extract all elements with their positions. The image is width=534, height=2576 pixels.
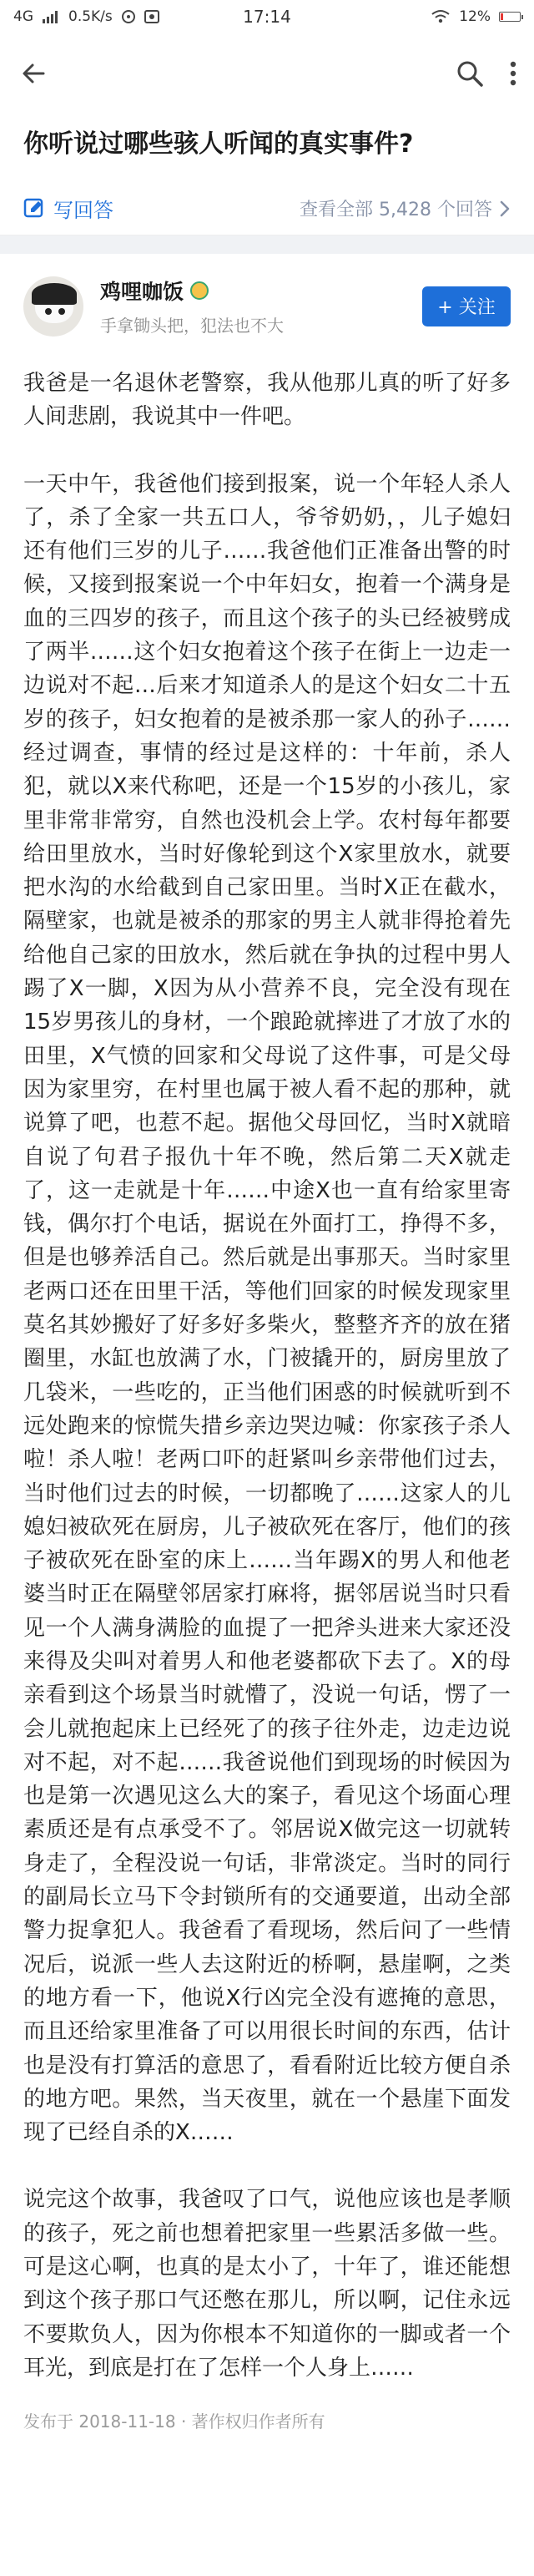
answer-paragraph: 说完这个故事，我爸叹了口气，说他应该也是孝顺的孩子，死之前也想着把家里一些累活多做一些。可是这心啊，也真的是太小了，十年了，谁还能想到这个孩子那口气还憋在那儿，所以啊，记住永远不要欺负人，因为你根本不知道你的一脚或者一个耳光，到底是打在了怎样一个人身上…… (23, 2187, 511, 2381)
author-bio: 手拿锄头把，犯法也不大 (100, 316, 284, 336)
answer-paragraph: 一天中午，我爸他们接到报案，说一个年轻人杀人了，杀了全家一共五口人，爷爷奶奶，，儿子媳妇还有他们三岁的儿子……我爸他们正准备出警的时候，又接到报案说一个中年妇女，抱着一个满身是血的三四岁的孩子，而且这个孩子的头已经被劈成了两半……这个妇女抱着这个孩子在街上一边走一边说对不起…后来才知道杀人的是这个妇女二十五岁的孩子，妇女抱着的是被杀那一家人的孙子……经过调查，事情的经过是这样的：十年前，杀人犯，就以X来代称吧，还是一个15岁的小孩儿，家里非常非常穷，自然也没机会上学。农村每年都要给田里放水，当时好像轮到这个X家里放水，就要把水沟的水给截到自己家田里。当时X正在截水，隔壁家，也就是被杀的那家的男主人就非得抢着先给他自己家的田放水，然后就在争执的过程中男人踢了X一脚，X因为从小营养不良，完全没有现在15岁男孩儿的身材，一个踉跄就摔进了才放了水的田里，X气愤的回家和父母说了这件事，可是父母因为家里穷，在村里也属于被人看不起的那种，就说算了吧，也惹不起。据他父母回忆，当时X就暗自说了句君子报仇十年不晚，然后第二天X就走了，这一走就是十年……中途X也一直有给家里寄钱，偶尔打个电话，据说在外面打工，挣得不多，但是也够养活自己。然后就是出事那天。当时家里老两口还在田里干活，等他们回家的时候发现家里莫名其妙搬好了好多好多柴火，整整齐齐的放在猪圈里，水缸也放满了水，门被撬开的，厨房里放了几袋米，一些吃的，正当他们困惑的时候就听到不远处跑来的惊慌失措乡亲边哭边喊：你家孩子杀人啦！杀人啦！老两口吓的赶紧叫乡亲带他们过去，当时他们过去的时候，一切都晚了……这家人的儿媳妇被砍死在厨房，儿子被砍死在客厅，他们的孩子被砍死在卧室的床上……当年踢X的男人和他老婆当时正在隔壁邻居家打麻将，据邻居说当时只看见一个人满身满脸的血提了一把斧头进来大家还没来得及尖叫对着男人和他老婆都砍下去了。X的母亲看到这个场景当时就懵了，没说一句话，愣了一会儿就抱起床上已经死了的孩子往外走，边走边说对不起，对不起……我爸说他们到现场的时候因为也是第一次遇见这么大的案子，看见这个场面心理素质还是有点承受不了。邻居说X做完这一切就转身走了，全程没说一句话，非常淡定。当时的同行的副局长立马下令封锁所有的交通要道，出动全部警力捉拿犯人。我爸看了看现场，然后问了一些情况后，说派一些人去这附近的桥啊，悬崖啊，之类的地方看一下，他说X行凶完全没有遮掩的意思，而且还给家里准备了可以用很长时间的东西，估计也是没有打算活的意思了，看看附近比较方便自杀的地方吧。果然，当天夜里，就在一个悬崖下面发现了已经自杀的X…… (23, 471, 511, 2146)
author-header (0, 254, 534, 353)
question-actions (0, 182, 534, 235)
answer-content (0, 353, 534, 2385)
battery-percent: 12% (459, 8, 491, 25)
avatar[interactable] (23, 276, 83, 337)
battery-icon (499, 12, 521, 22)
write-answer-label: 写回答 (53, 199, 113, 222)
status-left (13, 8, 159, 25)
top-toolbar (0, 33, 534, 114)
network-speed: 0.5K/s (68, 8, 113, 25)
more-vertical-icon[interactable] (509, 60, 517, 87)
signal-icon (42, 10, 60, 23)
author-name: 鸡哩咖饭 (100, 280, 184, 304)
chevron-right-icon (499, 200, 511, 218)
image-notification-icon (144, 9, 159, 24)
follow-button[interactable]: + 关注 (422, 286, 511, 326)
question-title[interactable]: 你听说过哪些骇人听闻的真实事件? (23, 129, 414, 159)
wifi-icon (431, 9, 451, 24)
network-type: 4G (13, 8, 33, 25)
view-all-answers-link[interactable] (300, 195, 511, 221)
author-meta (100, 276, 422, 337)
arrow-left-icon[interactable] (20, 60, 47, 87)
status-time: 17:14 (243, 7, 291, 27)
publish-info: 发布于 2018-11-18 · 著作权归作者所有 (23, 2412, 325, 2432)
author-name-row[interactable] (100, 276, 422, 306)
pencil-icon (23, 198, 45, 220)
status-bar (0, 0, 534, 33)
answer-paragraph: 我爸是一名退休老警察，我从他那儿真的听了好多人间悲剧，我说其中一件吧。 (23, 371, 511, 430)
status-right (431, 8, 521, 25)
write-answer-button[interactable] (23, 194, 113, 223)
badge-icon (190, 281, 209, 300)
search-icon[interactable] (456, 59, 484, 88)
notification-icon (121, 9, 136, 24)
toolbar-actions (456, 59, 517, 88)
view-all-label: 查看全部 5,428 个回答 (300, 200, 492, 220)
section-divider (0, 235, 534, 254)
